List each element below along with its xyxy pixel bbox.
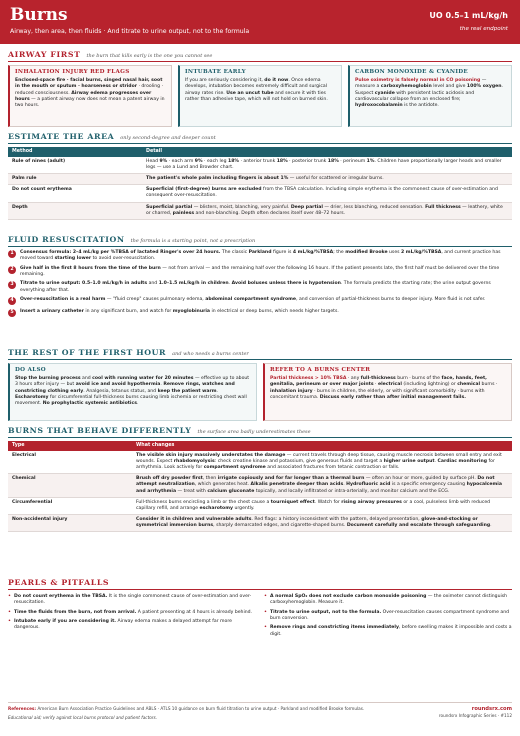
fluid-section-heading — [8, 234, 512, 247]
text-run: · drooling · reduced consciousness. — [15, 84, 164, 96]
page-title: Burns — [10, 5, 68, 25]
text-run: is a specific emergency causing — [390, 482, 467, 488]
refer-card — [263, 363, 512, 421]
text-run: Airway edema progresses over hours — [15, 90, 152, 102]
pitfall-item — [264, 625, 512, 638]
text-run: Insert a urinary catheter — [20, 308, 84, 314]
fluid-step — [8, 250, 512, 263]
text-run: inhalation injury — [270, 388, 313, 394]
detail-cell — [142, 185, 512, 202]
card-body — [15, 376, 251, 408]
text-run: and associated fractures from tetanic contraction or falls. — [265, 464, 400, 470]
text-run: Over-resuscitation is a real harm — [20, 296, 106, 302]
text-run: calcium gluconate — [207, 488, 255, 494]
text-run: 18% — [228, 158, 239, 164]
text-run: The classic — [220, 250, 249, 255]
step-number: 1 — [8, 250, 16, 258]
table-row — [8, 497, 512, 514]
text-run: Remove rings and constricting items immediately — [270, 625, 399, 631]
text-run: Full thickness — [425, 204, 461, 210]
text-run: and non-blanching. Depth often declares itself over 48–72 hours. — [194, 210, 346, 216]
text-run: . — [216, 388, 218, 394]
card-title: CARBON MONOXIDE & CYANIDE — [355, 69, 468, 75]
text-run: urgently. — [233, 505, 255, 511]
text-run: Titrate to urine output, not to the formula. — [270, 609, 382, 615]
text-run: and — [80, 376, 93, 381]
text-run: — useful for scattered or irregular burns. — [288, 175, 384, 181]
text-run: · each leg — [202, 158, 228, 164]
text-run: 100% oxygen — [466, 84, 502, 90]
do-also-card — [8, 363, 257, 421]
text-run: Full-thickness burns encircling a limb or the chest cause a — [136, 499, 271, 505]
changes-cell — [132, 497, 512, 514]
table-row — [8, 202, 512, 219]
text-run: . Children have proportionally larger heads and smaller legs — use a Lund and Browder chart. — [146, 158, 502, 170]
text-run: and secure it with ties rather than adhesive tape, which will not hold on burned skin. — [185, 90, 328, 102]
text-run: in any significant burn, and watch for — [83, 308, 173, 314]
text-run: 18% — [327, 158, 339, 164]
section-subtitle: the formula is a starting point, not a prescription — [130, 238, 256, 244]
text-run: modified Brooke — [345, 250, 388, 255]
text-run: · — [373, 382, 378, 388]
text-run: chemical — [457, 382, 481, 388]
text-run: A normal SpO₂ does not exclude carbon monoxide poisoning — [270, 594, 427, 599]
type-cell: Circumferential — [8, 497, 132, 514]
step-number: 4 — [8, 297, 16, 305]
urine-output-caption: the real endpoint — [459, 26, 508, 32]
site-url: roundsrx.com — [471, 706, 512, 712]
text-run: ; the — [333, 250, 346, 255]
text-run: , then — [202, 476, 218, 482]
text-run: No prophylactic systemic antibiotics — [42, 401, 137, 407]
section-subtitle: the burn that kills early is the one you cannot see — [86, 53, 213, 59]
text-run: Enclosed-space fire · facial burns, singed nasal hair, soot in the mouth or sputum · hoarseness or stridor — [15, 78, 163, 90]
card-body — [185, 78, 336, 103]
text-run: do it now — [264, 78, 289, 83]
text-run: — measure a — [355, 78, 487, 90]
text-run: Document carefully and escalate through safeguarding — [346, 523, 491, 529]
card-title: REFER TO A BURNS CENTER — [270, 367, 371, 373]
type-cell: Chemical — [8, 474, 132, 498]
text-run: Cardiac monitoring — [437, 458, 488, 464]
references-label: References: — [8, 706, 37, 711]
text-run: Alkalis penetrate deeper than acids — [250, 482, 344, 488]
text-run: 1.0–1.5 mL/kg/h in children — [158, 281, 229, 287]
pitfall-item — [264, 594, 512, 607]
area-table — [8, 147, 512, 220]
text-run: . Red flags: a history inconsistent with the pattern, delayed presentation, — [251, 517, 422, 523]
text-run: compartment syndrome — [203, 464, 266, 470]
text-run: · anterior trunk — [239, 158, 277, 164]
pitfall-item — [264, 610, 512, 623]
step-number: 3 — [8, 281, 16, 289]
text-run: Pulse oximetry is falsely normal in CO poisoning — [355, 78, 481, 83]
step-text — [20, 266, 512, 279]
text-run: escharotomy — [199, 505, 233, 511]
text-run: . — [490, 523, 492, 529]
text-run: Superficial partial — [146, 204, 193, 210]
text-run: Hydrofluoric acid — [346, 482, 391, 488]
inhalation-injury-card — [8, 65, 172, 127]
references-text: American Burn Association Practice Guidelines and ABLS · ATLS 10 guidance on burn fluid titration to urine output · Parkland and modified Brooke formulas. — [36, 706, 365, 711]
text-run: 18% — [276, 158, 288, 164]
text-run: · perineum — [338, 158, 367, 164]
text-run: — the oximeter cannot distinguish carboxyhemoglobin. Measure it. — [270, 594, 508, 606]
step-text — [20, 309, 512, 315]
text-run: Intubate early if you are considering it. — [14, 618, 117, 624]
text-run: Escharotomy — [15, 394, 49, 400]
text-run: cyanide — [374, 90, 395, 96]
text-run: carboxyhemoglobin — [380, 84, 432, 90]
text-run: — a patient airway now does not mean a patent airway in two hours. — [15, 96, 165, 109]
text-run: — leathery, white or charred, — [146, 204, 503, 216]
text-run: from the TBSA calculation. Including simple erythema is the commonest cause of over-estimation and consequent over-resuscitation. — [146, 187, 498, 199]
text-run: Do not count erythema in the TBSA. — [14, 594, 108, 599]
text-run: full-thickness — [360, 376, 396, 381]
text-run: hydroxocobalamin — [355, 103, 403, 109]
text-run: face, hands, feet, genitalia, perineum or over major joints — [270, 376, 487, 388]
text-run: — effective up to about 3 hours after injury — but — [15, 376, 250, 388]
references — [8, 706, 408, 712]
card-body — [15, 78, 166, 110]
detail-cell — [142, 202, 512, 219]
changes-cell — [132, 474, 512, 498]
text-run: or a cool, pulseless limb with reduced capillary refill, and arrange — [136, 499, 491, 511]
text-run: . — [136, 401, 139, 407]
text-run: — not from arrival — and the remaining half over the following 16 hours. If the patient presents late, the first half must be delivered over the time remaining. — [20, 265, 500, 277]
text-run: — treat with — [176, 488, 208, 494]
text-run: Discuss early rather than after initial management fails. — [319, 394, 466, 400]
text-run: . — [434, 458, 438, 464]
pitfalls-right-column — [264, 594, 512, 641]
method-cell: Do not count erythema — [8, 185, 142, 202]
table-row — [8, 157, 512, 174]
pitfalls-section-heading — [8, 577, 512, 590]
text-run: The patient's whole palm including fingers is about 1% — [146, 175, 289, 181]
text-run: level and give — [431, 84, 467, 90]
text-run: Consensus formula: 2–4 mL/kg per %TBSA of lactated Ringer's over 24 hours. — [20, 250, 221, 255]
text-run: , sharply demarcated edges, and cigarette-shaped burns. — [213, 523, 347, 529]
text-run: · each arm — [167, 158, 195, 164]
text-run: in electrical or deep burns, which needs higher targets. — [210, 308, 339, 314]
card-title: DO ALSO — [15, 367, 46, 373]
method-cell: Rule of nines (adult) — [8, 157, 142, 174]
method-cell: Depth — [8, 202, 142, 219]
text-run: . Analgesia, tetanus status, and — [83, 388, 158, 394]
table-row — [8, 173, 512, 184]
fluid-step — [8, 281, 512, 294]
text-run: topically, and locally infiltrated or intra-arterially, and monitor calcium and the ECG. — [254, 488, 450, 494]
text-run: rhabdomyolysis — [173, 458, 215, 464]
text-run: to avoid over-resuscitation. — [91, 256, 156, 262]
changes-cell — [132, 515, 512, 532]
text-run: Stop the burning process — [15, 376, 81, 381]
text-run: Over-resuscitation causes compartment syndrome and burn conversion. — [270, 609, 510, 621]
text-run: . The formula predicts the starting rate; the urine output governs everything after that. — [20, 281, 491, 293]
text-run: is the antidote. — [402, 103, 439, 109]
text-run: : check creatine kinase and potassium, give generous fluids and target a — [214, 458, 384, 464]
changes-cell — [132, 451, 512, 474]
text-run: . — [343, 482, 347, 488]
text-run: The visible skin injury massively understates the damage — [136, 452, 286, 458]
text-run: avoid ice and avoid hypothermia — [75, 382, 161, 388]
special-burns-table — [8, 441, 512, 532]
table-row — [8, 451, 512, 474]
text-run: Titrate to urine output: 0.5–1.0 mL/kg/h in adults — [20, 281, 148, 287]
text-run: 9% — [194, 158, 203, 164]
text-run: Superficial (first-degree) burns are excluded — [146, 187, 262, 193]
text-run: cool with running water for 20 minutes — [92, 376, 194, 381]
airway-section-heading — [8, 49, 512, 62]
text-run: 9% — [159, 158, 168, 164]
card-body — [270, 376, 506, 401]
text-run: and — [147, 281, 159, 287]
pitfall-item — [8, 594, 256, 607]
text-run: , and conversion of partial-thickness burns to deeper injury. More fluid is not safer. — [296, 296, 486, 302]
pitfall-item — [8, 619, 256, 632]
fluid-steps — [8, 250, 512, 321]
text-run: , which generates heat. — [194, 482, 251, 488]
table-header-type: Type — [8, 441, 132, 451]
series-label: roundsrx Infographic Series · #112 — [438, 713, 512, 719]
text-run: — current travels through deep tissue, causing muscle necrosis between small entry and exit wounds. Expect — [136, 452, 502, 464]
text-run: · any — [346, 376, 361, 381]
table-row — [8, 185, 512, 202]
text-run: Deep partial — [290, 204, 323, 210]
text-run: Give half in the first 8 hours from the time of the burn — [20, 265, 161, 271]
section-title: PEARLS & PITFALLS — [8, 578, 110, 587]
text-run: 4 mL/kg/%TBSA — [292, 250, 334, 255]
text-run: . Watch for — [314, 499, 342, 505]
text-run: A patient presenting at 4 hours is already behind. — [136, 609, 253, 615]
text-run: . — [228, 281, 232, 287]
section-subtitle: only second-degree and deeper count — [120, 135, 216, 141]
page-subtitle: Airway, then area, then fluids · And titrate to urine output, not to the formula — [10, 28, 250, 35]
text-run: burn · burns of the — [395, 376, 442, 381]
step-text — [20, 250, 512, 263]
text-run: . Once edema develops, intubation becomes extremely difficult and surgical airway rates rise. — [185, 78, 327, 96]
area-section-heading — [8, 131, 512, 144]
text-run: — often an hour or more, guided by surface pH. — [364, 476, 478, 482]
table-header-detail: Detail — [142, 147, 512, 157]
card-title: INTUBATE EARLY — [185, 69, 246, 75]
card-body — [355, 78, 506, 110]
text-run: painless — [172, 210, 195, 216]
text-run: . — [160, 382, 164, 388]
detail-cell — [142, 157, 512, 174]
step-text — [20, 281, 512, 294]
text-run: tourniquet effect — [270, 499, 315, 505]
text-run: — blisters, moist, blanching, very painful. — [192, 204, 291, 210]
fluid-step — [8, 297, 512, 306]
brand — [439, 706, 512, 719]
table-row — [8, 474, 512, 498]
pitfall-item — [8, 610, 256, 616]
pitfalls-left-column — [8, 594, 256, 635]
step-text — [20, 297, 512, 303]
step-number: 2 — [8, 266, 16, 274]
text-run: Brush off dry powder first — [136, 476, 203, 482]
text-run: Partial thickness > 10% TBSA — [270, 376, 347, 381]
text-run: Airway edema makes a delayed attempt far more dangerous. — [14, 618, 232, 631]
step-number: 5 — [8, 309, 16, 317]
text-run: irrigate copiously and for far longer than a thermal burn — [217, 476, 365, 482]
text-run: — drier, less blanching, reduced sensation. — [322, 204, 426, 210]
text-run: If you are seriously considering it, — [185, 78, 265, 83]
text-run: glove-and-stocking or symmetrical immersion burns — [136, 517, 478, 529]
section-title: FLUID RESUSCITATION — [8, 235, 125, 244]
text-run: Head — [146, 158, 160, 164]
text-run: Do not attempt neutralization — [136, 476, 495, 488]
text-run: for circumferential full-thickness burns causing limb ischemia or restricting chest wall movement. — [15, 394, 247, 407]
card-title: INHALATION INJURY RED FLAGS — [15, 69, 130, 75]
text-run: rising airway pressures — [341, 499, 402, 505]
table-header-method: Method — [8, 147, 142, 157]
text-run: keep the patient warm — [157, 388, 217, 394]
text-run: myoglobinuria — [172, 308, 211, 314]
text-run: — "fluid creep" causes pulmonary edema, — [105, 296, 206, 302]
section-title: BURNS THAT BEHAVE DIFFERENTLY — [8, 426, 192, 435]
type-cell: Non-accidental injury — [8, 515, 132, 532]
text-run: with persistent lactic acidosis and cardiovascular collapse from an enclosed fire; — [355, 90, 475, 102]
text-run: , before swelling makes it impossible and costs a digit. — [270, 625, 512, 637]
urine-output-target: UO 0.5–1 mL/kg/h — [429, 11, 508, 20]
section-subtitle: and who needs a burns center — [172, 351, 249, 357]
fluid-step — [8, 309, 512, 318]
type-cell: Electrical — [8, 451, 132, 474]
text-run: It is the single commonest cause of over-estimation and over-resuscitation. — [14, 594, 252, 606]
text-run: abdominal compartment syndrome — [205, 296, 297, 302]
text-run: higher urine output — [383, 458, 435, 464]
section-title: THE REST OF THE FIRST HOUR — [8, 348, 167, 357]
text-run: electrical — [377, 382, 402, 388]
table-header-changes: What changes — [132, 441, 512, 451]
intubate-early-card — [178, 65, 342, 127]
text-run: Time the fluids from the burn, not from arrival. — [14, 609, 137, 615]
text-run: Use an uncut tube — [226, 90, 274, 96]
disclaimer: Educational aid; verify against local burns protocol and patient factors. — [8, 714, 158, 720]
fluid-step — [8, 266, 512, 279]
text-run: Avoid boluses unless there is hypotension — [231, 281, 341, 287]
text-run: (including lightning) or — [401, 382, 458, 388]
text-run: burns · — [480, 382, 498, 388]
text-run: . Suspect — [355, 84, 503, 96]
text-run: Consider it in children and vulnerable adults — [136, 517, 252, 523]
text-run: 1% — [366, 158, 375, 164]
text-run: · posterior trunk — [287, 158, 328, 164]
rest-section-heading — [8, 347, 512, 360]
text-run: · burns in children, the elderly, or with significant comorbidity · burns with concomitant trauma. — [270, 388, 485, 400]
text-run: , and current practice has moved toward — [20, 250, 501, 262]
text-run: figure is — [271, 250, 293, 255]
text-run: 2 mL/kg/%TBSA — [401, 250, 442, 255]
special-section-heading — [8, 425, 512, 438]
carbon-monoxide-card — [348, 65, 512, 127]
detail-cell — [142, 173, 512, 184]
section-title: AIRWAY FIRST — [8, 50, 81, 59]
text-run: for arrhythmia. Look actively for — [136, 458, 495, 470]
header-banner — [0, 0, 520, 44]
footer — [8, 702, 512, 721]
text-run: starting lower — [54, 256, 92, 262]
text-run: hypocalcemia and arrhythmia — [136, 482, 502, 494]
text-run: Remove rings, watches and constricting clothing early — [15, 382, 235, 394]
text-run: uses — [387, 250, 402, 255]
section-title: ESTIMATE THE AREA — [8, 132, 115, 141]
text-run: Parkland — [248, 250, 272, 255]
table-row — [8, 515, 512, 532]
section-subtitle: the surface area badly underestimates these — [197, 429, 311, 435]
method-cell: Palm rule — [8, 173, 142, 184]
